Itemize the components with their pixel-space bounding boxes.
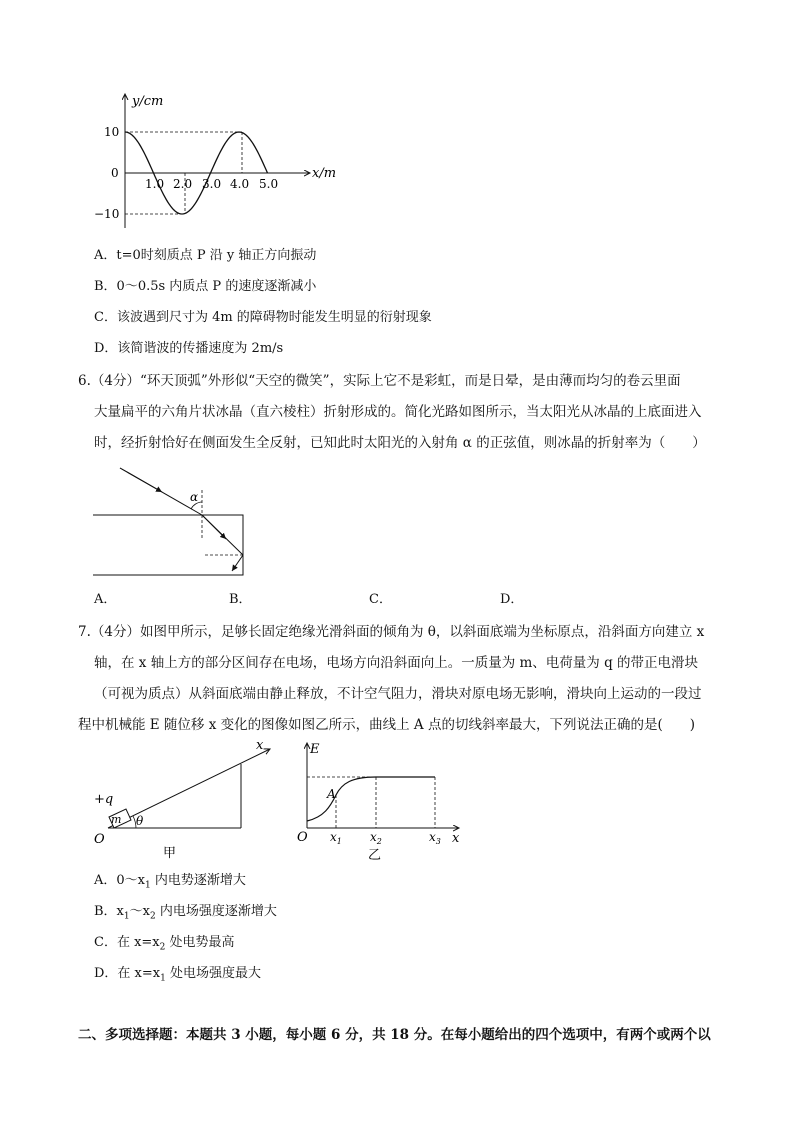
q6-option-c: C． <box>369 592 392 607</box>
q6-option-d: D． <box>500 592 524 607</box>
incident-arrow <box>120 468 162 492</box>
energy-graph <box>294 735 474 865</box>
q6-stem-line1: 6.（4分）“环天顶弧”外形似“天空的微笑”，实际上它不是彩虹，而是日晕，是由薄而均匀的卷云里面 <box>78 373 681 389</box>
q5-option-c: C．该波遇到尺寸为 4m 的障碍物时能发生明显的衍射现象 <box>94 310 432 325</box>
q6-stem-line3: 时，经折射恰好在侧面发生全反射，已知此时太阳光的入射角 α 的正弦值，则冰晶的折射率为（ ） <box>94 435 706 451</box>
q7-stem-line4: 程中机械能 E 随位移 x 变化的图像如图乙所示，曲线上 A 点的切线斜率最大，下列说法正确的是( ) <box>78 717 695 733</box>
q5-option-b: B．0～0.5s 内质点 P 的速度逐渐减小 <box>94 279 317 294</box>
ice-crystal-figure <box>90 460 260 585</box>
x-axis-label-jia: x <box>256 738 264 753</box>
q7-stem-line1: 7.（4分）如图甲所示，足够长固定绝缘光滑斜面的倾角为 θ，以斜面底端为坐标原点，沿斜面方向建立 x <box>78 624 705 640</box>
q6-option-b: B． <box>229 592 252 607</box>
x-axis-label: x/m <box>312 166 337 181</box>
y-axis-label: y/cm <box>132 94 164 109</box>
q7-stem-line3: （可视为质点）从斜面底端由静止释放，不计空气阻力，滑块对原电场无影响，滑块向上运动的一段过 <box>94 686 702 702</box>
point-a-label: A <box>327 787 336 801</box>
x-tick-5: 5.0 <box>259 177 279 191</box>
x-tick-3: 3.0 <box>202 177 222 191</box>
refracted-arrow <box>202 515 226 539</box>
x-tick-4: 4.0 <box>230 177 250 191</box>
x-tick-1: 1.0 <box>145 177 165 191</box>
x2-label: $x_2$ <box>370 830 382 846</box>
q7-option-c: C．在 $x=x_2$ 处电势最高 <box>94 935 235 953</box>
mass-label: m <box>111 813 122 826</box>
q6-option-a: A． <box>94 592 117 607</box>
q7-stem-line2: 轴，在 x 轴上方的部分区间存在电场，电场方向沿斜面向上。一质量为 m、电荷量为 q 的带正电滑块 <box>94 655 699 671</box>
q7-option-a: A．$0\sim x_1$ 内电势逐渐增大 <box>94 873 246 891</box>
q7-option-d: D．在 $x=x_1$ 处电场强度最大 <box>94 966 261 984</box>
x3-label: $x_3$ <box>429 830 441 846</box>
theta-label: θ <box>136 814 144 828</box>
y-tick-0: 0 <box>111 166 119 180</box>
q5-option-a: A．t=0时刻质点 P 沿 y 轴正方向振动 <box>94 248 317 263</box>
origin-label-yi: O <box>297 830 308 845</box>
x-tick-2: 2.0 <box>173 177 193 191</box>
incline-figure <box>88 735 288 865</box>
y-tick-neg10: −10 <box>94 207 120 221</box>
section-2-heading: 二、多项选择题：本题共 3 小题，每小题 6 分，共 18 分。在每小题给出的四个选项中，有两个或两个以 <box>78 1027 711 1043</box>
crystal-outline <box>93 515 243 575</box>
x1-label: $x_1$ <box>330 830 342 846</box>
caption-jia: 甲 <box>163 846 177 861</box>
q6-stem-line2: 大量扁平的六角片状冰晶（直六棱柱）折射形成的。简化光路如图所示，当太阳光从冰晶的上底面进入 <box>94 404 702 420</box>
x-axis-label-yi: x <box>452 831 460 846</box>
incline-surface <box>108 749 270 828</box>
e-axis-label: E <box>310 742 320 757</box>
alpha-label: α <box>190 490 199 504</box>
wave-figure <box>90 88 360 238</box>
charge-label: +q <box>94 792 114 807</box>
reflected-ray <box>232 555 243 571</box>
origin-label-jia: O <box>94 832 105 847</box>
q7-option-b: B．$x_1\sim x_2$ 内电场强度逐渐增大 <box>94 904 277 922</box>
y-tick-10: 10 <box>104 125 120 139</box>
q5-option-d: D．该简谐波的传播速度为 2m/s <box>94 341 284 356</box>
caption-yi: 乙 <box>368 848 382 863</box>
